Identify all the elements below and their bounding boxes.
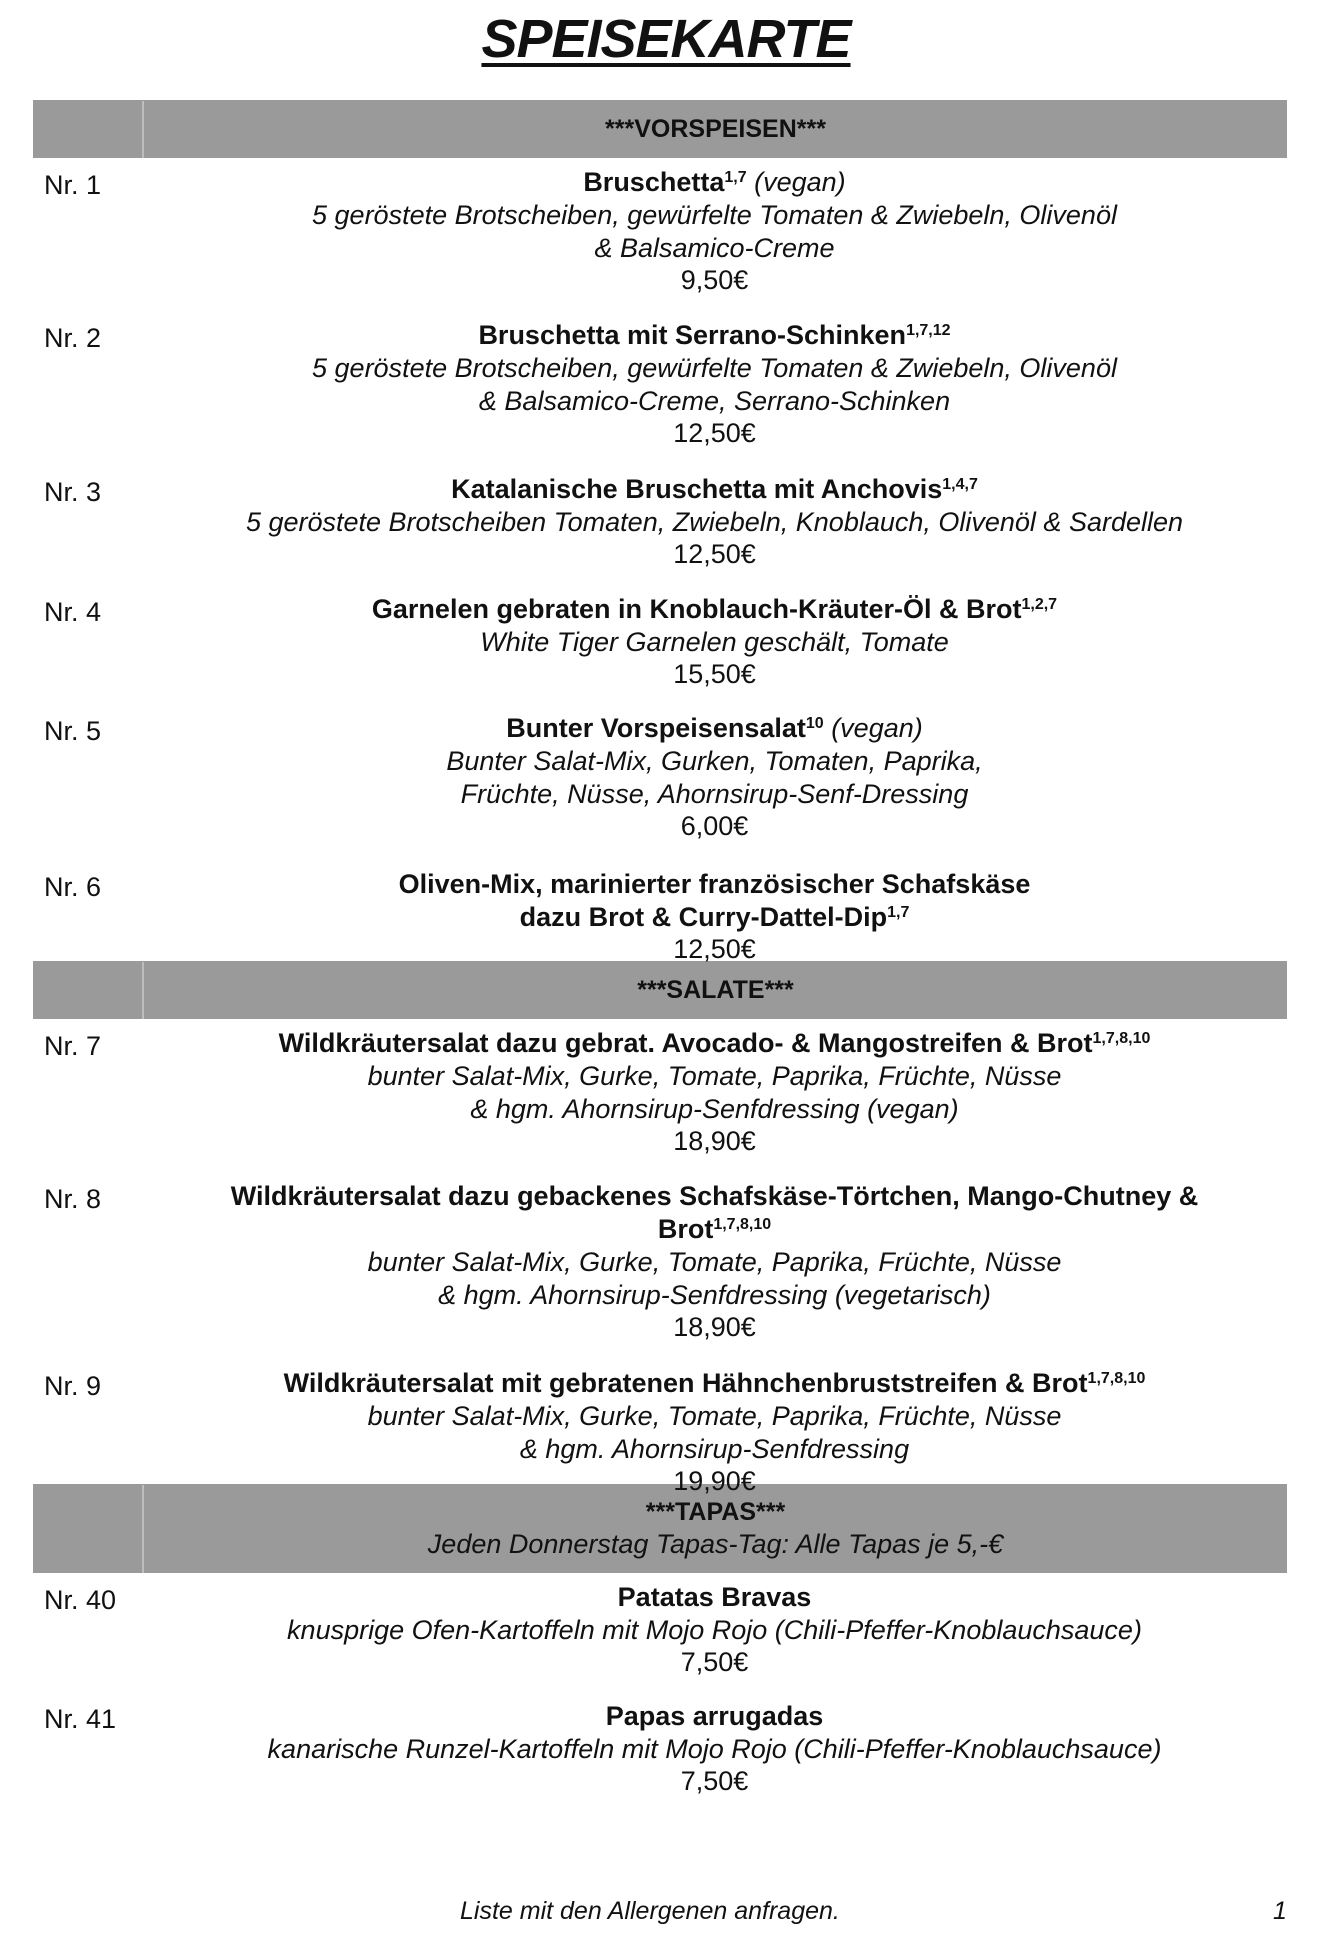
page-title: SPEISEKARTE [481,9,851,69]
item-title: Katalanische Bruschetta mit Anchovis [451,474,943,504]
item-body [142,158,1287,311]
item-number: Nr. 4 [44,597,102,627]
menu-item [33,1359,1287,1496]
item-price: 9,50€ [680,265,749,295]
item-title-line [142,1700,1287,1733]
item-body [142,704,1287,860]
allergen-codes: 1,7,8,10 [1092,1030,1151,1047]
item-title: Bruschetta [583,167,725,197]
menu-item [33,585,1287,704]
item-description: & hgm. Ahornsirup-Senfdressing (vegan) [470,1094,959,1124]
section-header-spacer [33,962,144,1019]
allergen-codes: 1,7,12 [906,322,951,339]
item-title: Garnelen gebraten in Knoblauch-Kräuter-Öl & Brot [371,594,1022,624]
item-title-line [142,712,1287,745]
allergen-note: Liste mit den Allergenen anfragen. [460,1897,840,1925]
allergen-codes: 1,4,7 [942,476,978,493]
item-title-line [142,593,1287,626]
item-title: Wildkräutersalat mit gebratenen Hähnchenbruststreifen & Brot [283,1368,1088,1398]
allergen-codes: 1,7 [724,169,747,186]
allergen-codes: 10 [805,715,824,732]
menu-item [33,1573,1287,1692]
menu-item [33,465,1287,585]
section-subtitle: Jeden Donnerstag Tapas-Tag: Alle Tapas je 5,-€ [427,1529,1004,1559]
item-number: Nr. 2 [44,323,102,353]
item-description: & Balsamico-Creme [594,233,835,263]
menu-item [33,311,1287,465]
item-title-line [142,166,1287,199]
menu-item [33,1019,1287,1172]
item-title: Papas arrugadas [605,1701,824,1731]
allergen-codes: 1,7,8,10 [713,1216,772,1233]
item-price: 18,90€ [673,1126,756,1156]
item-number: Nr. 41 [44,1704,117,1734]
page-number: 1 [1273,1897,1287,1925]
section-header-spacer [33,1485,144,1573]
item-price: 19,90€ [673,1466,756,1496]
allergen-codes: 1,2,7 [1021,596,1058,613]
item-number: Nr. 3 [44,477,102,507]
item-description: 5 geröstete Brotscheiben, gewürfelte Tomaten & Zwiebeln, Olivenöl [312,353,1117,383]
item-title-line [142,868,1287,901]
item-price: 18,90€ [673,1312,756,1342]
item-body [142,311,1287,465]
item-title-line [142,901,1287,934]
item-title: Wildkräutersalat dazu gebrat. Avocado- & Mangostreifen & Brot [278,1028,1093,1058]
section-title: ***VORSPEISEN*** [605,115,826,143]
section-title: ***SALATE*** [637,976,794,1004]
section-title: ***TAPAS*** [645,1498,786,1526]
menu-table [33,100,1287,1812]
item-title: Bunter Vorspeisensalat [506,713,806,743]
section-header-spacer [33,101,144,158]
item-title-line [142,1367,1287,1400]
item-price: 12,50€ [673,934,756,964]
item-description: & hgm. Ahornsirup-Senfdressing (vegetarisch) [438,1280,991,1310]
item-title-line [142,319,1287,352]
item-description: knusprige Ofen-Kartoffeln mit Mojo Rojo (Chili-Pfeffer-Knoblauchsauce) [287,1615,1142,1645]
item-description: 5 geröstete Brotscheiben, gewürfelte Tomaten & Zwiebeln, Olivenöl [312,200,1117,230]
section-header [33,1484,1287,1573]
item-body [142,1359,1287,1496]
item-title: Bruschetta mit Serrano-Schinken [478,320,907,350]
item-title-continued: dazu Brot & Curry-Dattel-Dip [519,902,888,932]
item-title-continued: Brot [657,1214,714,1244]
item-title-line [142,473,1287,506]
item-number: Nr. 6 [44,872,102,902]
item-description: bunter Salat-Mix, Gurke, Tomate, Paprika, Früchte, Nüsse [367,1247,1062,1277]
item-description: bunter Salat-Mix, Gurke, Tomate, Paprika, Früchte, Nüsse [367,1401,1062,1431]
item-number: Nr. 5 [44,716,102,746]
menu-item [33,1692,1287,1812]
item-description: & hgm. Ahornsirup-Senfdressing [519,1434,910,1464]
item-title: Oliven-Mix, marinierter französischer Schafskäse [398,869,1031,899]
allergen-codes: 1,7,8,10 [1087,1370,1146,1387]
diet-note: (vegan) [754,167,846,197]
item-body [142,1573,1287,1692]
item-price: 7,50€ [680,1766,749,1796]
item-description: 5 geröstete Brotscheiben Tomaten, Zwiebeln, Knoblauch, Olivenöl & Sardellen [245,507,1184,537]
item-description: White Tiger Garnelen geschält, Tomate [480,627,949,657]
menu-item [33,1172,1287,1359]
item-description: Früchte, Nüsse, Ahornsirup-Senf-Dressing [460,779,969,809]
item-description: kanarische Runzel-Kartoffeln mit Mojo Rojo (Chili-Pfeffer-Knoblauchsauce) [267,1734,1162,1764]
item-title-line [142,1180,1287,1213]
item-title: Patatas Bravas [617,1582,812,1612]
item-number: Nr. 8 [44,1184,102,1214]
item-number: Nr. 1 [44,170,102,200]
item-number: Nr. 7 [44,1031,102,1061]
item-body [142,465,1287,585]
section-header [33,961,1287,1019]
allergen-codes: 1,7 [887,904,910,921]
menu-item [33,158,1287,311]
item-body [142,585,1287,704]
section-header-cell [144,101,1287,158]
item-price: 15,50€ [673,659,756,689]
item-title-line [142,1213,1287,1246]
item-number: Nr. 40 [44,1585,117,1615]
menu-item [33,704,1287,860]
item-description: Bunter Salat-Mix, Gurken, Tomaten, Paprika, [446,746,983,776]
section-header [33,100,1287,158]
item-price: 6,00€ [680,811,749,841]
item-price: 7,50€ [680,1647,749,1677]
item-body [142,1172,1287,1359]
item-description: & Balsamico-Creme, Serrano-Schinken [478,386,951,416]
item-description: bunter Salat-Mix, Gurke, Tomate, Paprika, Früchte, Nüsse [367,1061,1062,1091]
diet-note: (vegan) [831,713,923,743]
item-title-line [142,1581,1287,1614]
item-body [142,1019,1287,1172]
menu-item [33,860,1287,964]
item-body [142,1692,1287,1812]
section-header-cell [144,1485,1287,1573]
item-title-line [142,1027,1287,1060]
item-price: 12,50€ [673,539,756,569]
item-title: Wildkräutersalat dazu gebackenes Schafskäse-Törtchen, Mango-Chutney & [230,1181,1199,1211]
section-header-cell [144,962,1287,1019]
item-body [142,860,1287,964]
item-number: Nr. 9 [44,1371,102,1401]
item-price: 12,50€ [673,418,756,448]
